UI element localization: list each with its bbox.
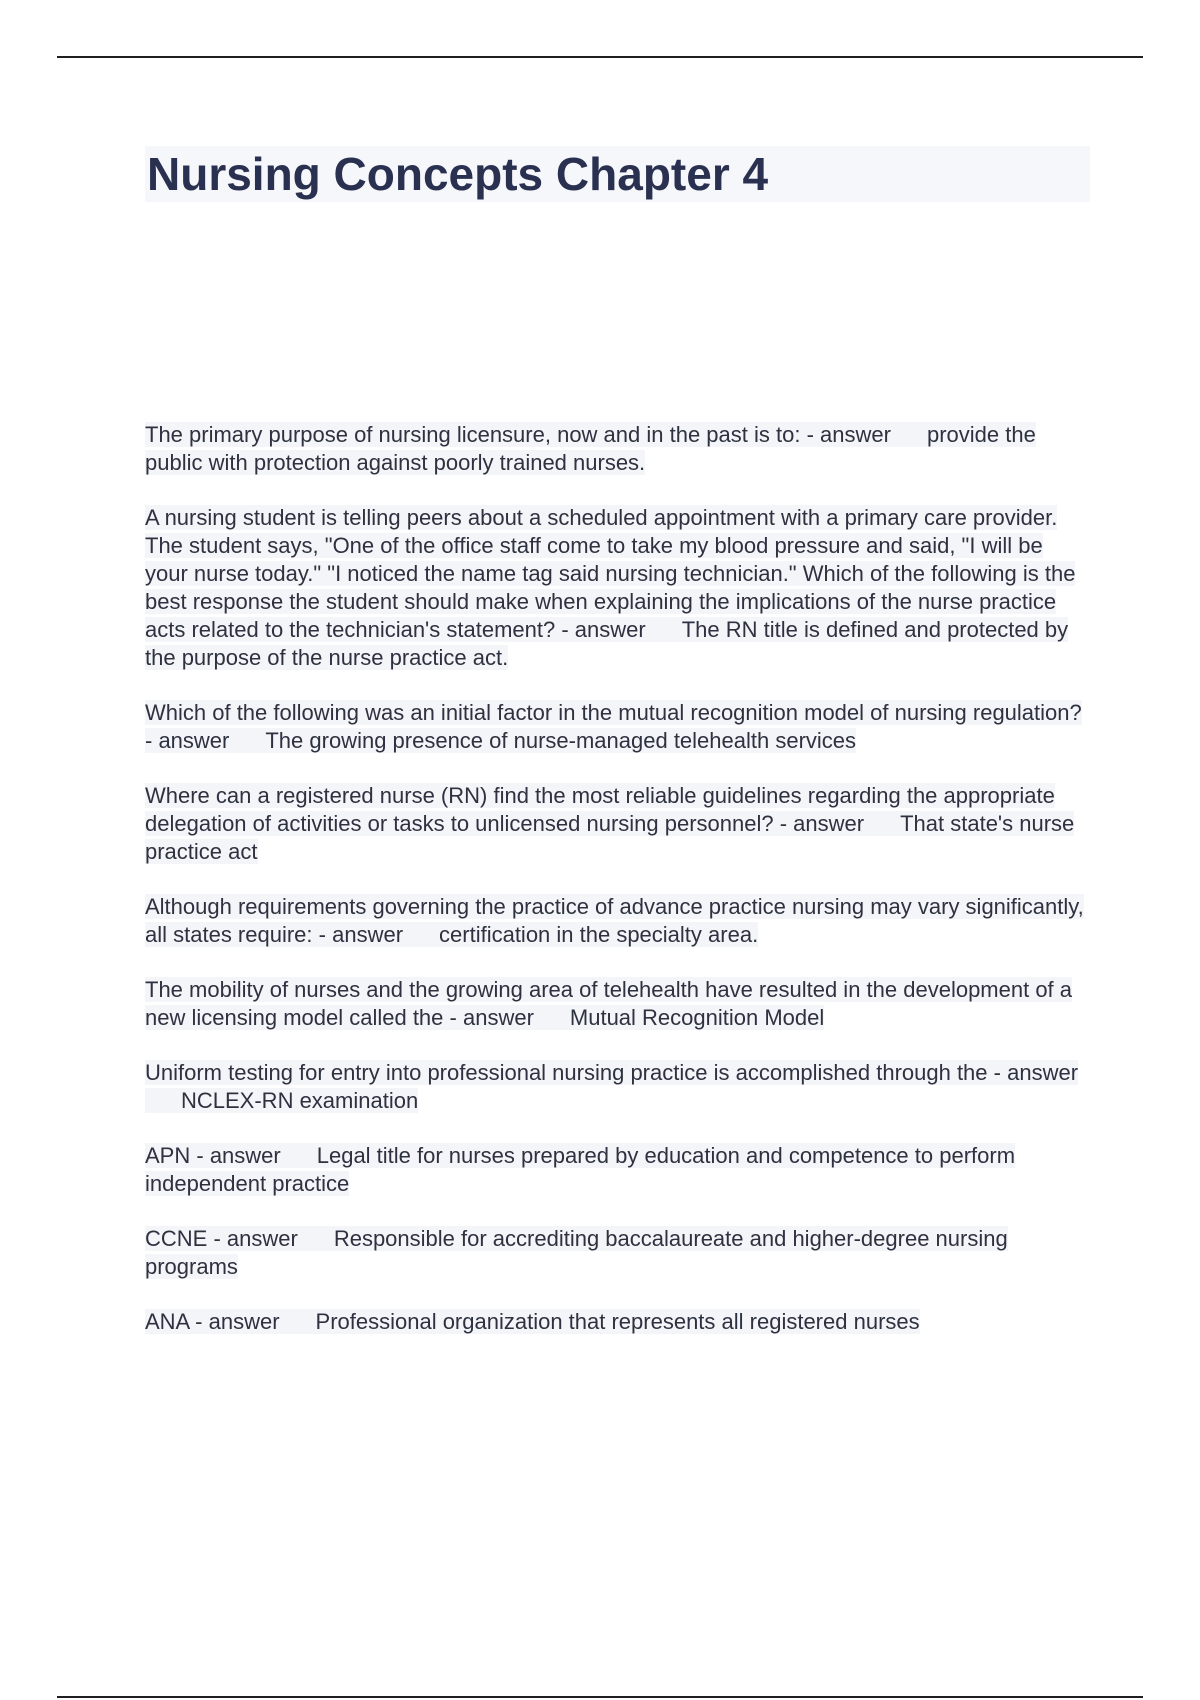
answer-separator: - answer — [318, 922, 404, 947]
answer-separator: - answer — [213, 1226, 298, 1251]
answer-separator: - answer — [561, 617, 646, 642]
qa-item — [145, 782, 1090, 866]
question-text: Although requirements governing the practice of advance practice nursing may vary significantly, all states require: — [145, 894, 1084, 947]
answer-text: The RN title is defined and protected by the purpose of the nurse practice act. — [145, 617, 1069, 670]
qa-item — [145, 893, 1090, 949]
answer-separator: - answer — [779, 811, 865, 836]
qa-item — [145, 1225, 1090, 1281]
question-text: Uniform testing for entry into professional nursing practice is accomplished through the — [145, 1060, 988, 1085]
qa-item — [145, 421, 1090, 477]
qa-item — [145, 1142, 1090, 1198]
qa-item — [145, 1059, 1090, 1115]
question-text: A nursing student is telling peers about a scheduled appointment with a primary care provider. The student says, "One of the office staff come to take my blood pressure and said, "I will be your nurse today." "I noticed the name tag said nursing technician." Which of the following is the best response the student should make when explaining the implications of the nurse practice acts related to the technician's statement? — [145, 505, 1076, 642]
answer-separator: - answer — [195, 1309, 280, 1334]
document-title: Nursing Concepts Chapter 4 — [145, 146, 1090, 202]
bottom-rule — [57, 1696, 1143, 1698]
answer-separator: - answer — [449, 1005, 534, 1030]
question-text: Which of the following was an initial factor in the mutual recognition model of nursing regulation? — [145, 700, 1082, 725]
answer-separator: - answer — [993, 1060, 1079, 1085]
question-text: The primary purpose of nursing licensure, now and in the past is to: — [145, 422, 801, 447]
qa-item — [145, 699, 1090, 755]
question-text: CCNE — [145, 1226, 208, 1251]
answer-separator: - answer — [145, 728, 230, 753]
question-text: ANA — [145, 1309, 190, 1334]
answer-text: The growing presence of nurse-managed telehealth services — [265, 728, 857, 753]
answer-text: NCLEX-RN examination — [181, 1088, 419, 1113]
answer-separator: - answer — [806, 422, 891, 447]
document-body — [145, 146, 1090, 1363]
answer-text: Legal title for nurses prepared by education and competence to perform independent practice — [145, 1143, 1016, 1196]
answer-text: That state's nurse practice act — [145, 811, 1075, 864]
top-rule — [57, 56, 1143, 58]
answer-text: certification in the specialty area. — [439, 922, 759, 947]
qa-item — [145, 1308, 1090, 1336]
answer-separator: - answer — [196, 1143, 281, 1168]
qa-item — [145, 504, 1090, 672]
answer-text: Responsible for accrediting baccalaureate and higher-degree nursing programs — [145, 1226, 1008, 1279]
answer-text: Professional organization that represents all registered nurses — [315, 1309, 920, 1334]
question-text: Where can a registered nurse (RN) find the most reliable guidelines regarding the appropriate delegation of activities or tasks to unlicensed nursing personnel? — [145, 783, 1055, 836]
answer-text: provide the public with protection against poorly trained nurses. — [145, 422, 1036, 475]
question-text: APN — [145, 1143, 191, 1168]
question-text: The mobility of nurses and the growing area of telehealth have resulted in the development of a new licensing model called the — [145, 977, 1073, 1030]
answer-text: Mutual Recognition Model — [569, 1005, 825, 1030]
qa-item — [145, 976, 1090, 1032]
qa-list — [145, 421, 1090, 1336]
